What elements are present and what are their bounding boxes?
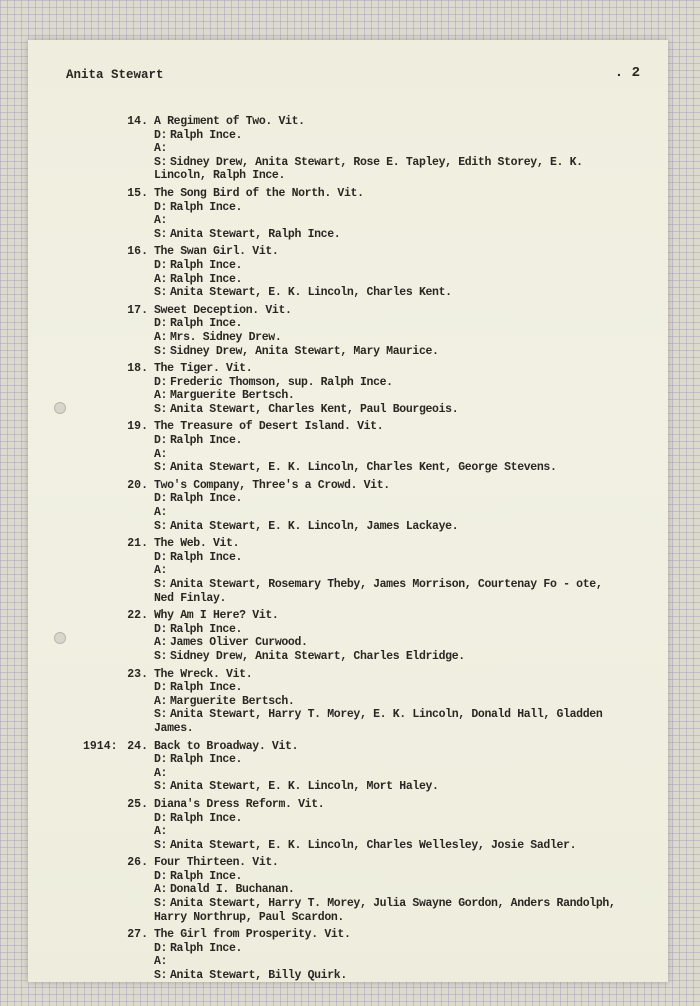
director-line [154,376,622,390]
entry-number: 27. [127,928,148,942]
director-line [154,753,622,767]
author-value: Mrs. Sidney Drew. [170,330,282,344]
director-label: D: [154,128,168,142]
entry-number: 21. [127,537,148,551]
author-label: A: [154,389,168,403]
stars-label: S: [154,155,168,169]
entry-number: 26. [127,856,148,870]
stars-value: Anita Stewart, Harry T. Morey, E. K. Lincoln, Donald Hall, Gladden James. [154,708,603,735]
director-label: D: [154,869,168,883]
stars-value: Anita Stewart, E. K. Lincoln, Mort Haley. [170,780,439,794]
director-value: Ralph Ince. [170,753,243,767]
director-label: D: [154,622,168,636]
author-line [154,767,622,781]
entry-number: 22. [127,609,148,623]
header-name: Anita Stewart [66,68,164,82]
author-line [154,883,622,897]
stars-label: S: [154,969,168,983]
director-line [154,259,622,273]
director-label: D: [154,375,168,389]
director-label: D: [154,941,168,955]
director-value: Ralph Ince. [170,434,243,448]
film-entry [28,740,668,794]
stars-label: S: [154,227,168,241]
entry-number: 20. [127,478,148,492]
stars-value: Anita Stewart, Rosemary Theby, James Morrison, Courtenay Fo - ote, Ned Finlay. [154,578,603,605]
director-label: D: [154,492,168,506]
film-entry [28,798,668,852]
director-line [154,942,622,956]
stars-value: Anita Stewart, Ralph Ince. [170,227,341,241]
author-label: A: [154,766,168,780]
document-page [28,40,668,982]
entry-number: 25. [127,797,148,811]
director-line [154,623,622,637]
entry-number: 18. [127,362,148,376]
director-label: D: [154,681,168,695]
stars-label: S: [154,838,168,852]
director-line [154,870,622,884]
film-title: The Song Bird of the North. Vit. [154,186,364,200]
director-value: Ralph Ince. [170,200,243,214]
author-line [154,273,622,287]
stars-label: S: [154,780,168,794]
author-label: A: [154,330,168,344]
stars-line [154,345,622,359]
film-entry [28,856,668,924]
author-label: A: [154,694,168,708]
film-entry [28,304,668,358]
author-label: A: [154,142,168,156]
entry-number: 17. [127,303,148,317]
stars-value: Anita Stewart, Harry T. Morey, Julia Swayne Gordon, Anders Randolph, Harry Northrup, Paul Scardon. [154,897,616,924]
film-entry [28,362,668,416]
film-entry [28,537,668,605]
film-title: Sweet Deception. Vit. [154,303,292,317]
author-label: A: [154,447,168,461]
director-value: Ralph Ince. [170,681,243,695]
director-value: Ralph Ince. [170,622,243,636]
author-line [154,506,622,520]
author-value: Marguerite Bertsch. [170,694,295,708]
stars-line [154,780,622,794]
stars-value: Anita Stewart, Billy Quirk. [170,969,347,983]
film-entry [28,245,668,299]
stars-line [154,156,622,183]
stars-label: S: [154,286,168,300]
director-value: Ralph Ince. [170,317,243,331]
director-label: D: [154,258,168,272]
director-value: Frederic Thomson, sup. Ralph Ince. [170,375,393,389]
entry-number: 14. [127,115,148,128]
filmography-list [28,115,668,987]
film-entry [28,115,668,183]
stars-line [154,286,622,300]
director-value: Ralph Ince. [170,128,243,142]
author-line [154,448,622,462]
stars-label: S: [154,344,168,358]
film-entry [28,479,668,533]
director-value: Ralph Ince. [170,869,243,883]
stars-line [154,520,622,534]
stars-value: Anita Stewart, E. K. Lincoln, James Lackaye. [170,519,459,533]
stars-value: Sidney Drew, Anita Stewart, Charles Eldridge. [170,649,465,663]
stars-label: S: [154,649,168,663]
director-line [154,551,622,565]
author-line [154,331,622,345]
stars-label: S: [154,708,168,722]
film-title: Two's Company, Three's a Crowd. Vit. [154,478,390,492]
director-line [154,492,622,506]
director-line [154,681,622,695]
director-value: Ralph Ince. [170,941,243,955]
author-label: A: [154,955,168,969]
director-label: D: [154,753,168,767]
director-line [154,812,622,826]
film-entry [28,668,668,736]
stars-line [154,839,622,853]
stars-label: S: [154,461,168,475]
director-label: D: [154,317,168,331]
director-value: Ralph Ince. [170,550,243,564]
director-line [154,434,622,448]
stars-line [154,228,622,242]
entry-number: 15. [127,186,148,200]
film-title: Why Am I Here? Vit. [154,609,279,623]
director-label: D: [154,550,168,564]
film-entry [28,928,668,982]
director-line [154,201,622,215]
film-title: Back to Broadway. Vit. [154,739,299,753]
film-title: The Treasure of Desert Island. Vit. [154,420,384,434]
stars-label: S: [154,519,168,533]
director-label: D: [154,434,168,448]
author-line [154,564,622,578]
stars-value: Anita Stewart, Charles Kent, Paul Bourgeois. [170,402,459,416]
stars-value: Anita Stewart, E. K. Lincoln, Charles Wellesley, Josie Sadler. [170,838,577,852]
film-entry [28,609,668,663]
page-number: . 2 [614,65,640,81]
stars-line [154,461,622,475]
entry-number: 19. [127,420,148,434]
director-line [154,317,622,331]
stars-line [154,708,622,735]
author-value: Marguerite Bertsch. [170,389,295,403]
author-label: A: [154,506,168,520]
stars-label: S: [154,402,168,416]
author-line [154,825,622,839]
film-title: The Web. Vit. [154,537,240,551]
author-line [154,636,622,650]
author-value: James Oliver Curwood. [170,636,308,650]
author-label: A: [154,825,168,839]
film-title: Diana's Dress Reform. Vit. [154,797,325,811]
stars-label: S: [154,897,168,911]
film-title: A Regiment of Two. Vit. [154,115,305,128]
author-value: Donald I. Buchanan. [170,883,295,897]
director-label: D: [154,200,168,214]
entry-number: 24. [127,739,148,753]
film-title: The Swan Girl. Vit. [154,245,279,259]
author-label: A: [154,636,168,650]
film-entry [28,187,668,241]
stars-value: Anita Stewart, E. K. Lincoln, Charles Kent. [170,286,452,300]
director-value: Ralph Ince. [170,492,243,506]
author-label: A: [154,272,168,286]
film-title: The Wreck. Vit. [154,667,253,681]
film-title: The Girl from Prosperity. Vit. [154,928,351,942]
director-line [154,129,622,143]
author-label: A: [154,564,168,578]
stars-label: S: [154,578,168,591]
author-label: A: [154,214,168,228]
stars-line [154,578,622,605]
film-title: The Tiger. Vit. [154,362,253,376]
author-line [154,955,622,969]
author-label: A: [154,883,168,897]
author-value: Ralph Ince. [170,272,243,286]
author-line [154,695,622,709]
stars-line [154,897,622,924]
stars-value: Anita Stewart, E. K. Lincoln, Charles Kent, George Stevens. [170,461,557,475]
year-label: 1914: [83,739,118,753]
entry-number: 16. [127,245,148,259]
author-line [154,389,622,403]
director-label: D: [154,811,168,825]
entry-number: 23. [127,667,148,681]
film-title: Four Thirteen. Vit. [154,856,279,870]
stars-line [154,969,622,983]
stars-value: Sidney Drew, Anita Stewart, Rose E. Tapley, Edith Storey, E. K. Lincoln, Ralph Ince. [154,155,583,183]
author-line [154,142,622,156]
author-line [154,214,622,228]
film-entry [28,420,668,474]
stars-line [154,403,622,417]
stars-line [154,650,622,664]
director-value: Ralph Ince. [170,811,243,825]
stars-value: Sidney Drew, Anita Stewart, Mary Maurice. [170,344,439,358]
director-value: Ralph Ince. [170,258,243,272]
